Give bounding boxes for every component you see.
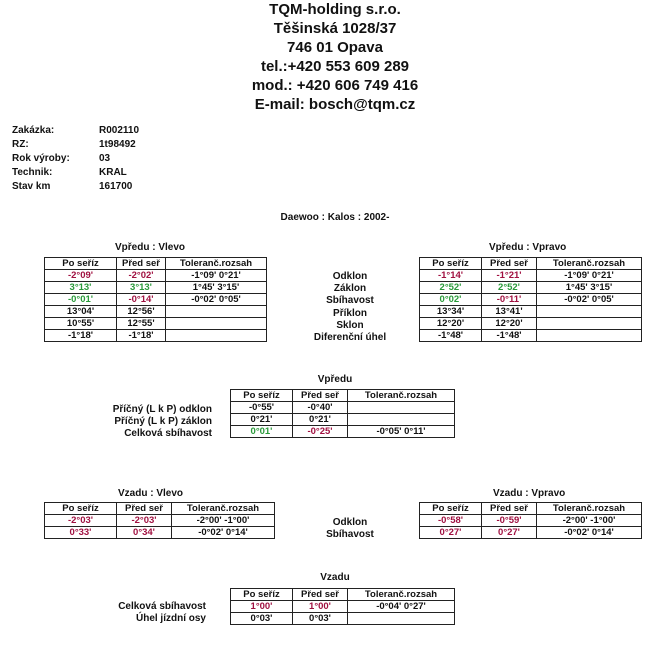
tolerance-value (166, 306, 267, 318)
row-label: Odklon (332, 517, 368, 528)
job-info (12, 124, 139, 194)
tolerance-value: 1°45' 3°15' (166, 282, 267, 294)
after-value: 0°33' (45, 527, 117, 539)
rear-left-table (44, 502, 275, 539)
info-key: Rok výroby: (12, 153, 70, 164)
info-key: Stav km (12, 181, 51, 192)
col-before: Před seř (117, 503, 172, 515)
after-value: 2°52' (420, 282, 482, 294)
row-label: Celková sbíhavost (124, 428, 212, 440)
info-value: R002110 (99, 125, 140, 136)
after-value: 10°55' (45, 318, 117, 330)
info-key: Technik: (12, 167, 53, 178)
before-value: 0°34' (117, 527, 172, 539)
company-street: Těšinská 1028/37 (273, 20, 397, 37)
before-value: 13°41' (482, 306, 537, 318)
info-value: 161700 (99, 181, 133, 192)
row-label: Celková sbíhavost (118, 601, 206, 612)
before-value: 12°20' (482, 318, 537, 330)
front-axle-table (230, 389, 455, 438)
after-value: 0°01' (231, 426, 293, 438)
col-tolerance: Toleranč.rozsah (348, 390, 455, 402)
table-row (45, 294, 267, 306)
row-label: Odklon (332, 271, 368, 282)
table-row (45, 330, 267, 342)
tolerance-value: -0°05' 0°11' (348, 426, 455, 438)
row-label: Sbíhavost (326, 529, 374, 541)
info-row (12, 180, 139, 194)
col-after: Po seříz (45, 258, 117, 270)
row-label: Sklon (336, 319, 364, 331)
after-value: 13°34' (420, 306, 482, 318)
after-value: 12°20' (420, 318, 482, 330)
rear-axle-labels (60, 601, 206, 625)
table-row (420, 270, 642, 282)
col-after: Po seříz (231, 390, 293, 402)
before-value: -1°21' (482, 270, 537, 282)
after-value: -0°01' (45, 294, 117, 306)
table-row (45, 527, 275, 539)
tolerance-value: -2°00' -1°00' (537, 515, 642, 527)
col-after: Po seříz (420, 258, 482, 270)
tolerance-value: -2°00' -1°00' (172, 515, 275, 527)
row-label: Příčný (L k P) záklon (114, 416, 212, 428)
rear-labels (290, 517, 410, 541)
row-label: Záklon (333, 283, 367, 295)
before-value: -0°11' (482, 294, 537, 306)
table-row (45, 306, 267, 318)
tolerance-value (537, 330, 642, 342)
front-axle-labels (60, 404, 212, 441)
col-before: Před seř (293, 589, 348, 601)
col-after: Po seříz (420, 503, 482, 515)
company-mobile: mod.: +420 606 749 416 (251, 77, 419, 94)
before-value: 12°56' (117, 306, 166, 318)
after-value: -2°09' (45, 270, 117, 282)
after-value: -1°14' (420, 270, 482, 282)
row-label: Příčný (L k P) odklon (112, 404, 212, 415)
company-city: 746 01 Opava (287, 39, 383, 56)
info-key: Zakázka: (12, 125, 55, 136)
info-row (12, 138, 139, 152)
table-row (231, 426, 455, 438)
table-row (420, 515, 642, 527)
tolerance-value: -0°02' 0°05' (166, 294, 267, 306)
rear-right-title: Vzadu : Vpravo (493, 488, 566, 499)
tolerance-value (537, 318, 642, 330)
table-row (45, 282, 267, 294)
col-tolerance: Toleranč.rozsah (166, 258, 267, 270)
tolerance-value: 1°45' 3°15' (537, 282, 642, 294)
info-key: RZ: (12, 139, 29, 150)
row-label: Diferenční úhel (313, 332, 387, 344)
front-left-table (44, 257, 267, 342)
table-row (231, 613, 455, 625)
after-value: 1°00' (231, 601, 293, 613)
table-row (420, 527, 642, 539)
before-value: 12°55' (117, 318, 166, 330)
after-value: -1°48' (420, 330, 482, 342)
col-before: Před seř (482, 503, 537, 515)
before-value: 0°27' (482, 527, 537, 539)
company-name: TQM-holding s.r.o. (269, 1, 401, 18)
before-value: 1°00' (293, 601, 348, 613)
tolerance-value (537, 306, 642, 318)
table-row (420, 282, 642, 294)
company-email: E-mail: bosch@tqm.cz (254, 96, 416, 113)
table-row (420, 318, 642, 330)
table-row (420, 306, 642, 318)
tolerance-value (166, 318, 267, 330)
tolerance-value: -0°02' 0°14' (537, 527, 642, 539)
rear-axle-title: Vzadu (320, 572, 350, 583)
tolerance-value: -0°02' 0°05' (537, 294, 642, 306)
col-before: Před seř (293, 390, 348, 402)
before-value: -2°03' (117, 515, 172, 527)
before-value: -1°48' (482, 330, 537, 342)
vehicle-title: Daewoo : Kalos : 2002- (280, 212, 390, 223)
tolerance-value: -1°09' 0°21' (537, 270, 642, 282)
after-value: -0°55' (231, 402, 293, 414)
after-value: 0°03' (231, 613, 293, 625)
after-value: -0°58' (420, 515, 482, 527)
before-value: -2°02' (117, 270, 166, 282)
tolerance-value: -0°04' 0°27' (348, 601, 455, 613)
tolerance-value (348, 402, 455, 414)
info-value: 03 (99, 153, 111, 164)
after-value: 0°21' (231, 414, 293, 426)
before-value: -0°14' (117, 294, 166, 306)
after-value: 3°13' (45, 282, 117, 294)
info-row (12, 152, 139, 166)
after-value: 0°02' (420, 294, 482, 306)
company-phone: tel.:+420 553 609 289 (260, 58, 410, 75)
row-label: Úhel jízdní osy (135, 613, 206, 625)
after-value: -1°18' (45, 330, 117, 342)
table-row (420, 294, 642, 306)
info-row (12, 124, 139, 138)
front-right-table (419, 257, 642, 342)
rear-right-table (419, 502, 642, 539)
info-value: 1t98492 (99, 139, 136, 150)
before-value: 3°13' (117, 282, 166, 294)
tolerance-value (348, 613, 455, 625)
col-tolerance: Toleranč.rozsah (537, 258, 642, 270)
tolerance-value: -0°02' 0°14' (172, 527, 275, 539)
after-value: -2°03' (45, 515, 117, 527)
table-row (45, 318, 267, 330)
row-label: Příklon (333, 307, 367, 319)
tolerance-value (166, 330, 267, 342)
front-labels (290, 271, 410, 344)
front-left-title: Vpředu : Vlevo (115, 242, 186, 253)
tolerance-value: -1°09' 0°21' (166, 270, 267, 282)
col-tolerance: Toleranč.rozsah (348, 589, 455, 601)
rear-axle-table (230, 588, 455, 625)
after-value: 13°04' (45, 306, 117, 318)
table-row (45, 270, 267, 282)
front-axle-title: Vpředu (317, 374, 353, 385)
front-right-title: Vpředu : Vpravo (489, 242, 567, 253)
info-value: KRAL (99, 167, 127, 178)
before-value: -0°40' (293, 402, 348, 414)
before-value: 2°52' (482, 282, 537, 294)
table-row (231, 402, 455, 414)
after-value: 0°27' (420, 527, 482, 539)
table-row (420, 330, 642, 342)
before-value: -1°18' (117, 330, 166, 342)
col-after: Po seříz (231, 589, 293, 601)
col-before: Před seř (482, 258, 537, 270)
row-label: Sbíhavost (326, 295, 374, 307)
table-row (45, 515, 275, 527)
company-header (0, 0, 670, 114)
col-after: Po seříz (45, 503, 117, 515)
before-value: -0°25' (293, 426, 348, 438)
table-row (231, 414, 455, 426)
tolerance-value (348, 414, 455, 426)
col-tolerance: Toleranč.rozsah (172, 503, 275, 515)
info-row (12, 166, 139, 180)
col-before: Před seř (117, 258, 166, 270)
before-value: -0°59' (482, 515, 537, 527)
before-value: 0°03' (293, 613, 348, 625)
table-row (231, 601, 455, 613)
col-tolerance: Toleranč.rozsah (537, 503, 642, 515)
rear-left-title: Vzadu : Vlevo (118, 488, 184, 499)
before-value: 0°21' (293, 414, 348, 426)
